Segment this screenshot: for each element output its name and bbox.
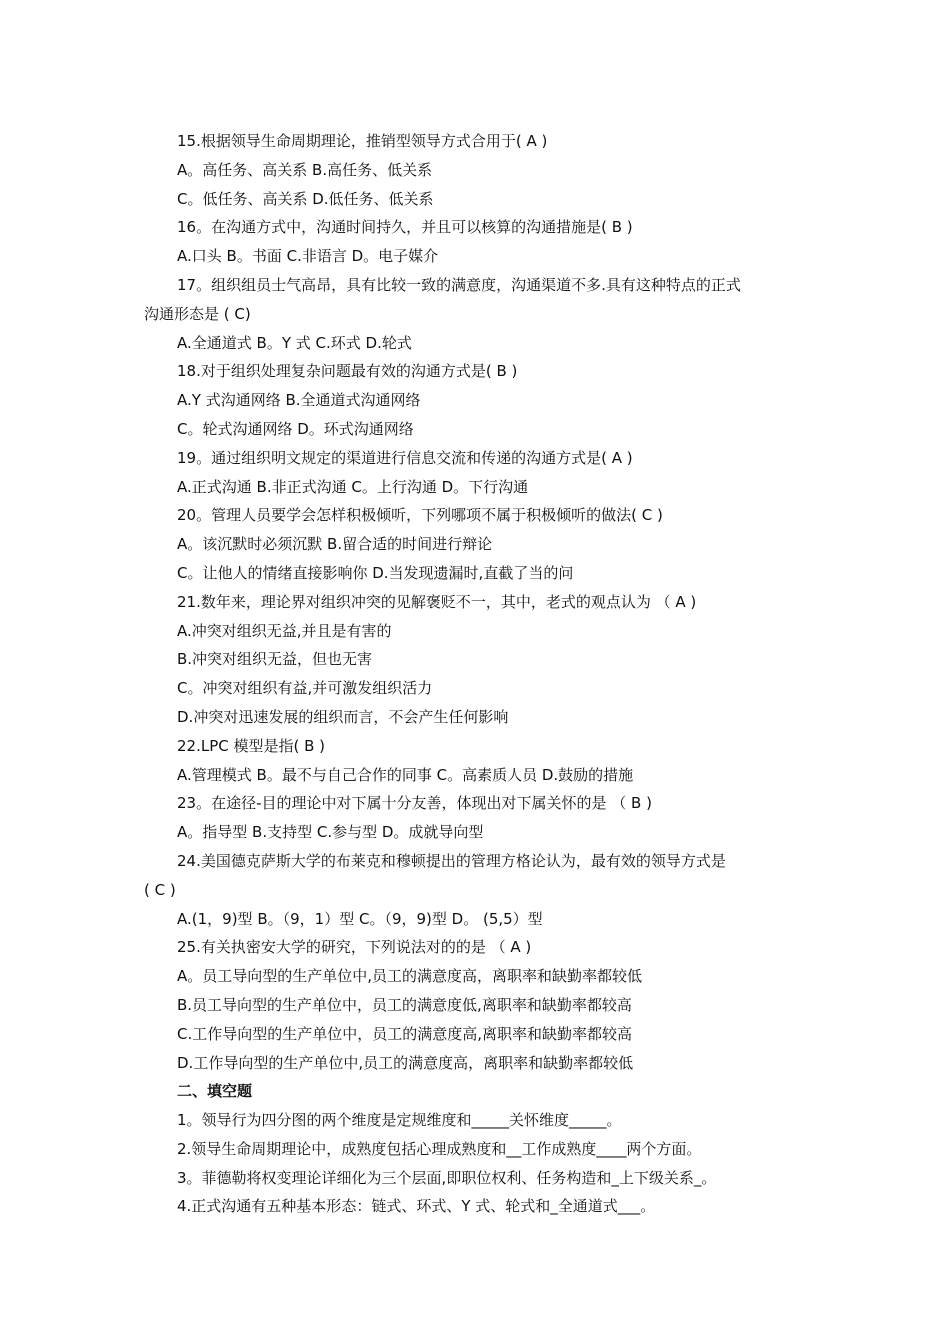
text-line: 21.数年来，理论界对组织冲突的见解褒贬不一，其中，老式的观点认为 （ A ) [177,592,697,611]
document-page [0,127,950,1221]
text-line: 19。通过组织明文规定的渠道进行信息交流和传递的沟通方式是( A ) [177,448,633,467]
text-line: 17。组织组员士气高昂，具有比较一致的满意度，沟通渠道不多.具有这种特点的正式 [177,275,741,294]
text-line: 20。管理人员要学会怎样积极倾听，下列哪项不属于积极倾听的做法( C ) [177,506,663,525]
text-line: 沟通形态是 ( C) [144,304,251,323]
text-line: D.冲突对迅速发展的组织而言，不会产生任何影响 [177,707,509,726]
text-line: C。冲突对组织有益,并可激发组织活力 [177,679,433,698]
text-line: B.冲突对组织无益，但也无害 [177,650,373,669]
text-line: 15.根据领导生命周期理论，推销型领导方式合用于( A ) [177,132,548,150]
text-line: A。员工导向型的生产单位中,员工的满意度高，离职率和缺勤率都较低 [177,967,643,986]
text-line: 4.正式沟通有五种基本形态：链式、环式、Y 式、轮式和_全通道式___。 [177,1197,656,1216]
text-line: B.员工导向型的生产单位中，员工的满意度低,离职率和缺勤率都较高 [177,995,632,1014]
text-line: 23。在途径-目的理论中对下属十分友善，体现出对下属关怀的是 （ B ) [177,794,652,813]
section-heading: 二、填空题 [177,1082,253,1101]
text-line: 18.对于组织处理复杂问题最有效的沟通方式是( B ) [177,362,518,381]
text-line: A.(1，9)型 B。（9，1）型 C。（9，9)型 D。 (5,5）型 [177,909,543,928]
text-line: A。高任务、高关系 B.高任务、低关系 [177,160,433,179]
text-line: ( C ) [144,880,176,899]
text-line: 1。领导行为四分图的两个维度是定规维度和_____关怀维度_____。 [177,1111,622,1130]
text-line: 16。在沟通方式中，沟通时间持久，并且可以核算的沟通措施是( B ) [177,218,633,237]
text-line: D.工作导向型的生产单位中,员工的满意度高，离职率和缺勤率都较低 [177,1053,634,1072]
text-line: 22.LPC 模型是指( B ) [177,736,326,755]
text-line: A。该沉默时必须沉默 B.留合适的时间进行辩论 [177,535,493,554]
text-line: 3。菲德勒将权变理论详细化为三个层面,即职位权利、任务构造和_上下级关系_。 [177,1168,717,1187]
text-line: A.口头 B。书面 C.非语言 D。电子媒介 [177,247,439,266]
text-line: A.管理模式 B。最不与自己合作的同事 C。高素质人员 D.鼓励的措施 [177,765,634,784]
text-line: 2.领导生命周期理论中，成熟度包括心理成熟度和__工作成熟度____两个方面。 [177,1139,702,1158]
text-line: A.冲突对组织无益,并且是有害的 [177,621,392,640]
text-line: C。轮式沟通网络 D。环式沟通网络 [177,419,414,438]
text-line: A.正式沟通 B.非正式沟通 C。上行沟通 D。下行沟通 [177,477,529,496]
text-line: C。低任务、高关系 D.低任务、低关系 [177,189,434,208]
text-line: C.工作导向型的生产单位中，员工的满意度高,离职率和缺勤率都较高 [177,1024,633,1043]
text-line: A.Y 式沟通网络 B.全通道式沟通网络 [177,391,421,410]
text-line: C。让他人的情绪直接影响你 D.当发现遗漏时,直截了当的问 [177,563,574,582]
text-line: 25.有关执密安大学的研究，下列说法对的的是 （ A ) [177,938,532,957]
text-line: A。指导型 B.支持型 C.参与型 D。成就导向型 [177,823,484,842]
text-line: 24.美国德克萨斯大学的布莱克和穆顿提出的管理方格论认为，最有效的领导方式是 [177,851,726,870]
text-line: A.全通道式 B。Y 式 C.环式 D.轮式 [177,333,412,352]
